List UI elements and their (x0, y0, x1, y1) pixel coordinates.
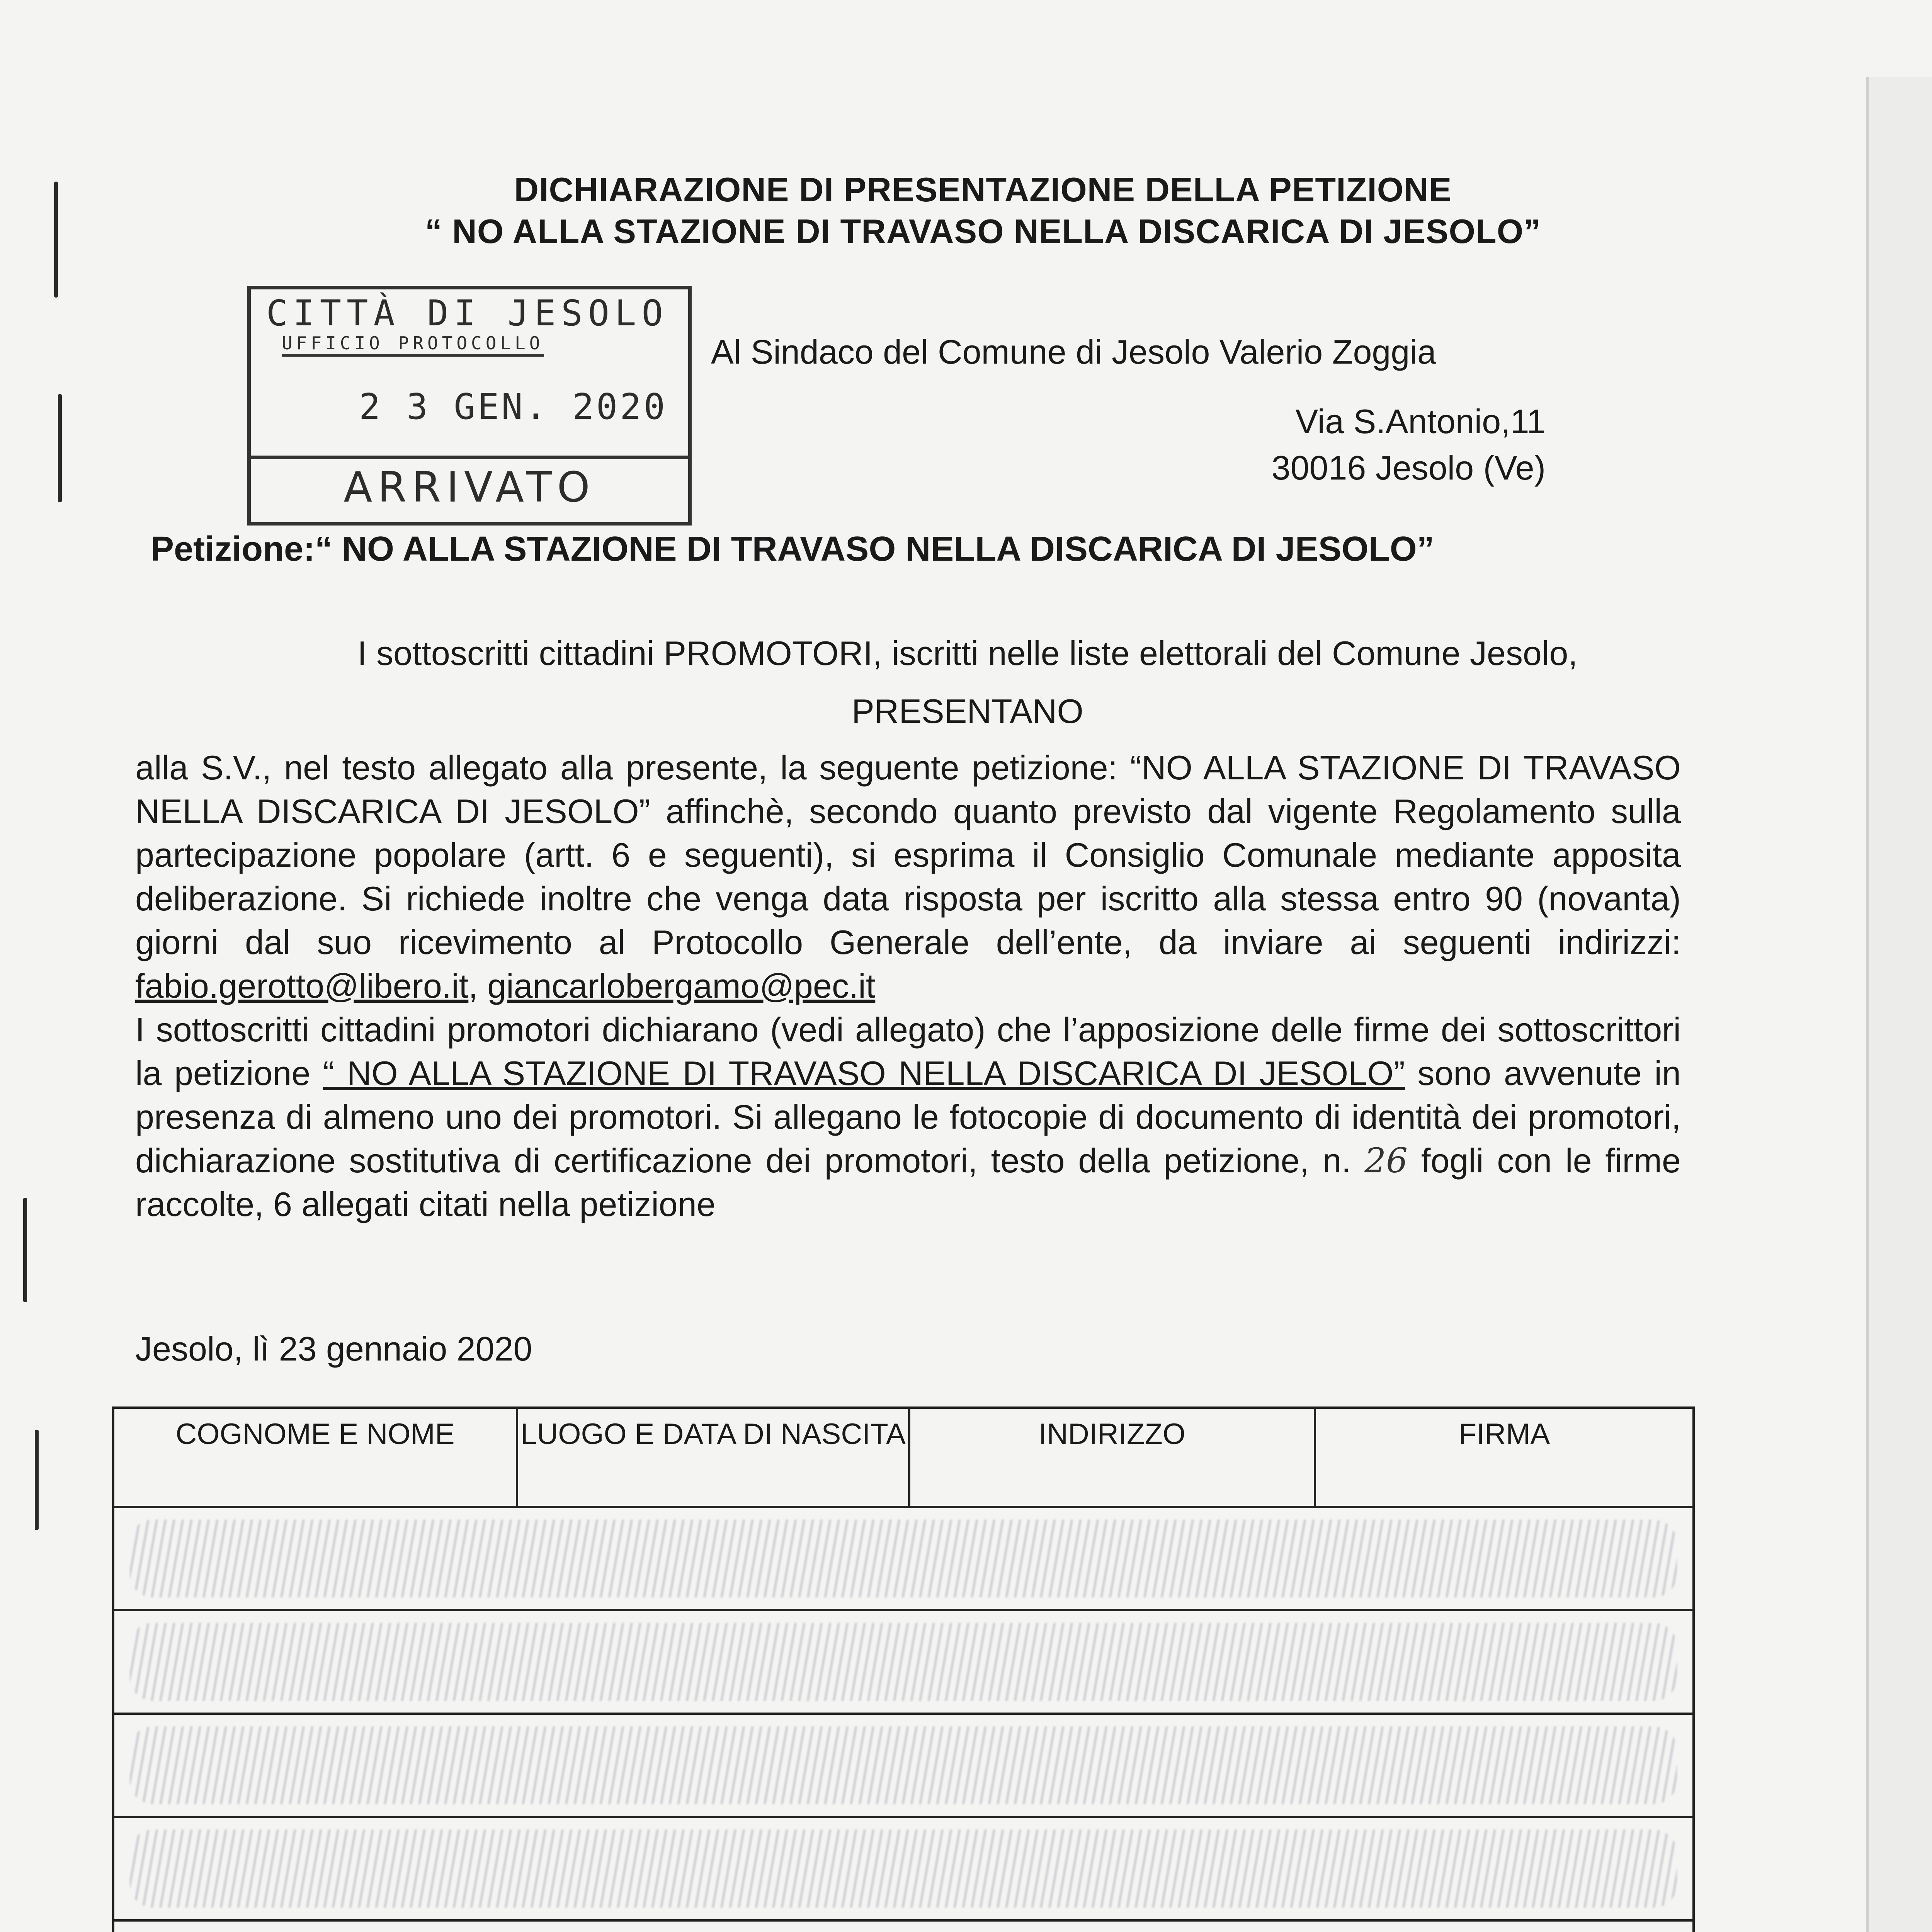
email-separator: , (468, 967, 488, 1005)
column-header: INDIRIZZO (909, 1408, 1315, 1507)
table-row (113, 1920, 1694, 1932)
redaction-blur (130, 1726, 1677, 1804)
recipient-line3: 30016 Jesolo (Ve) (1271, 449, 1546, 487)
redacted-signature-row (113, 1817, 1694, 1920)
stamp-divider (251, 456, 688, 459)
body-petition-title: “ NO ALLA STAZIONE DI TRAVASO NELLA DISCARICA DI JESOLO” (323, 1054, 1405, 1092)
body-paragraph-2-end: fogli con le firme raccolte, 6 allegati citati nella petizione (135, 1141, 1681, 1223)
table-row (113, 1714, 1694, 1817)
redacted-signature-row (113, 1507, 1694, 1610)
redaction-blur (130, 1623, 1677, 1701)
table-row (113, 1507, 1694, 1610)
document-title-line1: DICHIARAZIONE DI PRESENTAZIONE DELLA PETIZIONE (514, 170, 1452, 209)
table-header-row (113, 1408, 1694, 1507)
recipient-line1: Al Sindaco del Comune di Jesolo Valerio Zoggia (711, 333, 1436, 371)
stamp-date: 2 3 GEN. 2020 (359, 386, 668, 427)
signature-table (112, 1406, 1695, 1932)
body-paragraph-2-start: I sottoscritti cittadini promotori dichiarano (vedi allegato) che l’apposizione delle firme dei sottoscrittori la petizione (135, 1010, 1681, 1092)
column-header: COGNOME E NOME (113, 1408, 517, 1507)
redaction-blur (130, 1520, 1677, 1597)
petition-title: Petizione:“ NO ALLA STAZIONE DI TRAVASO NELLA DISCARICA DI JESOLO” (151, 530, 1434, 568)
redacted-signature-row (113, 1714, 1694, 1817)
stamp-city: CITTÀ DI JESOLO (266, 293, 668, 334)
redaction-blur (130, 1830, 1677, 1907)
staple-mark (58, 394, 62, 502)
column-header: LUOGO E DATA DI NASCITA (517, 1408, 909, 1507)
handwritten-sheet-count: 26 (1364, 1141, 1408, 1180)
redacted-signature-row (113, 1610, 1694, 1713)
document-title-line2: “ NO ALLA STAZIONE DI TRAVASO NELLA DISCARICA DI JESOLO” (425, 212, 1541, 250)
body-paragraph-1: alla S.V., nel testo allegato alla presente, la seguente petizione: “NO ALLA STAZIONE DI TRAVASO NELLA DISCARICA DI JESOLO” affinchè, secondo quanto previsto dal vigente Regolamento sulla partecipazione popolare (artt. 6 e seguenti), si esprima il Consiglio Comunale mediante apposita deliberazione. Si richiede inoltre che venga data risposta per iscritto alla stessa entro 90 (novanta) giorni dal suo ricevimento al Protocollo Generale dell’ente, da inviare ai seguenti indirizzi: (135, 748, 1681, 961)
body-paragraph-2-mid: sono avvenute in presenza di almeno uno dei promotori. Si allegano le fotocopie di documento di identità dei promotori, dichiarazione sostitutiva di certificazione dei promotori, testo della petizione, n. (135, 1054, 1681, 1180)
stamp-status: ARRIVATO (344, 463, 595, 512)
column-header: FIRMA (1315, 1408, 1694, 1507)
table-row (113, 1610, 1694, 1713)
petition-body (135, 746, 1681, 1226)
protocol-stamp (247, 286, 692, 526)
redacted-signature-row (113, 1920, 1694, 1932)
email-link-2[interactable]: giancarlobergamo@pec.it (487, 967, 876, 1005)
staple-mark (35, 1430, 39, 1530)
staple-mark (23, 1198, 27, 1302)
stamp-office: UFFICIO PROTOCOLLO (282, 333, 544, 357)
date-line: Jesolo, lì 23 gennaio 2020 (135, 1330, 532, 1368)
table-row (113, 1817, 1694, 1920)
page-edge (1866, 77, 1932, 1932)
intro-text: I sottoscritti cittadini PROMOTORI, iscritti nelle liste elettorali del Comune Jesolo, (357, 634, 1578, 672)
presentano-heading: PRESENTANO (852, 692, 1083, 730)
recipient-line2: Via S.Antonio,11 (1295, 402, 1546, 440)
email-link-1[interactable]: fabio.gerotto@libero.it (135, 967, 469, 1005)
